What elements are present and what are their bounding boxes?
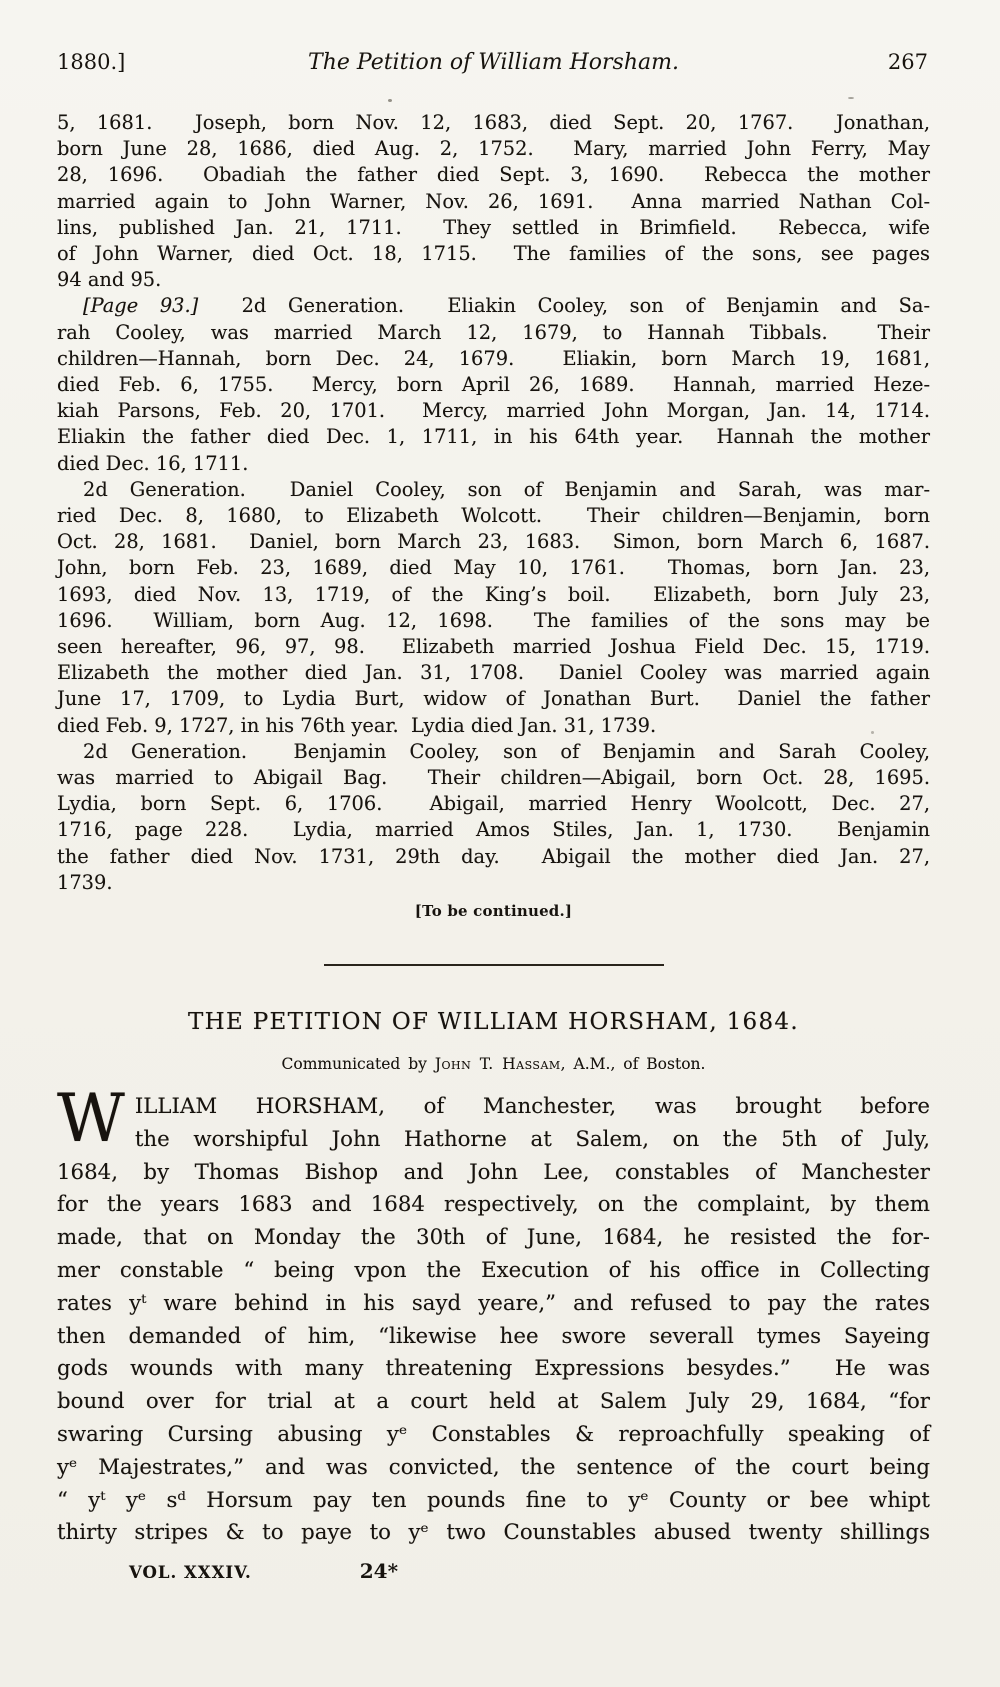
- text-line: died Feb. 6, 1755. Mercy, born April 26, 1689. Hannah, married Heze-: [57, 373, 930, 397]
- drop-cap: W: [57, 1080, 125, 1158]
- text-line: 5, 1681. Joseph, born Nov. 12, 1683, died Sept. 20, 1767. Jonathan,: [57, 111, 930, 134]
- text-line: was married to Abigail Bag. Their children—Abigail, born Oct. 28, 1695.: [57, 766, 930, 790]
- signature-mark: 24*: [359, 1559, 399, 1584]
- text-line: 1696. William, born Aug. 12, 1698. The families of the sons may be: [57, 608, 930, 632]
- text-line: Lydia, born Sept. 6, 1706. Abigail, married Henry Woolcott, Dec. 27,: [57, 792, 930, 816]
- byline-author-name: John T. Hassam: [434, 1055, 561, 1074]
- genealogy-article: [57, 110, 930, 896]
- text-line: Oct. 28, 1681. Daniel, born March 23, 1683. Simon, born March 6, 1687.: [57, 530, 930, 554]
- text-line: bound over for trial at a court held at Salem July 29, 1684, “for: [57, 1389, 930, 1415]
- text-line: 1739.: [57, 870, 113, 894]
- text-line: the worshipful John Hathorne at Salem, on the 5th of July,: [134, 1126, 930, 1152]
- text-line: “ yᵗ yᵉ sᵈ Horsum pay ten pounds fine to yᵉ County or bee whipt: [57, 1487, 930, 1513]
- text-line: for the years 1683 and 1684 respectively, on the complaint, by them: [57, 1192, 930, 1218]
- text-line: of John Warner, died Oct. 18, 1715. The families of the sons, see pages: [57, 242, 930, 266]
- text-line: June 17, 1709, to Lydia Burt, widow of Jonathan Burt. Daniel the father: [57, 687, 930, 711]
- text-line: rah Cooley, was married March 12, 1679, to Hannah Tibbals. Their: [57, 320, 930, 344]
- text-line: 1716, page 228. Lydia, married Amos Stiles, Jan. 1, 1730. Benjamin: [57, 818, 930, 842]
- byline: [57, 1054, 930, 1074]
- text-line: Elizabeth the mother died Jan. 31, 1708. Daniel Cooley was married again: [57, 661, 930, 685]
- scan-speckle: [388, 99, 392, 102]
- byline-suffix: , A.M., of Boston.: [560, 1055, 706, 1074]
- text-line: ried Dec. 8, 1680, to Elizabeth Wolcott. Their children—Benjamin, born: [57, 504, 930, 528]
- page-number: 267: [887, 50, 928, 74]
- text-line: gods wounds with many threatening Expressions besydes.” He was: [57, 1356, 930, 1382]
- scan-speckle: [871, 731, 874, 734]
- section-divider: [324, 964, 664, 966]
- header-year-label: 1880.]: [57, 50, 126, 74]
- text-line: born June 28, 1686, died Aug. 2, 1752. Mary, married John Ferry, May: [57, 137, 930, 161]
- text-line: yᵉ Majestrates,” and was convicted, the sentence of the court being: [57, 1454, 930, 1480]
- text-line: children—Hannah, born Dec. 24, 1679. Eliakin, born March 19, 1681,: [57, 346, 930, 370]
- text-line: died Feb. 9, 1727, in his 76th year. Lydia died Jan. 31, 1739.: [57, 713, 657, 737]
- petition-article: [57, 1080, 930, 1550]
- to-be-continued-note: [To be continued.]: [414, 902, 573, 921]
- running-title: The Petition of William Horsham.: [308, 50, 679, 75]
- text-line: then demanded of him, “likewise hee swore severall tymes Sayeing: [57, 1323, 930, 1349]
- scan-speckle: [848, 97, 854, 99]
- byline-prefix: Communicated by: [281, 1055, 435, 1074]
- text-line: rates yᵗ ware behind in his sayd yeare,” and refused to pay the rates: [57, 1290, 930, 1316]
- text-line: 2d Generation. Benjamin Cooley, son of Benjamin and Sarah Cooley,: [83, 739, 930, 763]
- text-line: mer constable “ being vpon the Execution of his office in Collecting: [57, 1258, 930, 1284]
- text-line-segment: 2d Generation. Eliakin Cooley, son of Benjamin and Sa-: [198, 294, 930, 318]
- text-line: the father died Nov. 1731, 29th day. Abigail the mother died Jan. 27,: [57, 844, 930, 868]
- text-line: 1693, died Nov. 13, 1719, of the King’s boil. Elizabeth, born July 23,: [57, 582, 930, 606]
- text-line: 28, 1696. Obadiah the father died Sept. 3, 1690. Rebecca the mother: [57, 163, 930, 187]
- text-line: swaring Cursing abusing yᵉ Constables & reproachfully speaking of: [57, 1422, 930, 1448]
- page-header: [57, 50, 930, 80]
- text-line: Eliakin the father died Dec. 1, 1711, in his 64th year. Hannah the mother: [57, 425, 930, 449]
- volume-label: VOL. XXXIV.: [129, 1563, 252, 1583]
- text-line: 94 and 95.: [57, 268, 162, 292]
- text-line: seen hereafter, 96, 97, 98. Elizabeth married Joshua Field Dec. 15, 1719.: [57, 635, 930, 659]
- text-line: kiah Parsons, Feb. 20, 1701. Mercy, married John Morgan, Jan. 14, 1714.: [57, 399, 930, 423]
- page-footer: [57, 1559, 930, 1585]
- text-line: John, born Feb. 23, 1689, died May 10, 1761. Thomas, born Jan. 23,: [57, 556, 930, 580]
- text-line: [57, 293, 930, 319]
- text-line: 2d Generation. Daniel Cooley, son of Benjamin and Sarah, was mar-: [83, 477, 930, 501]
- text-line-segment: ILLIAM HORSHAM, of Manchester, was brought before: [134, 1094, 930, 1120]
- text-line: married again to John Warner, Nov. 26, 1691. Anna married Nathan Col-: [57, 189, 930, 213]
- text-line: made, that on Monday the 30th of June, 1684, he resisted the for-: [57, 1225, 930, 1251]
- text-line: 1684, by Thomas Bishop and John Lee, constables of Manchester: [57, 1159, 930, 1185]
- text-line: lins, published Jan. 21, 1711. They settled in Brimfield. Rebecca, wife: [57, 215, 930, 239]
- page-ref-italic: [Page 93.]: [83, 294, 199, 318]
- text-line: died Dec. 16, 1711.: [57, 451, 249, 475]
- text-line: thirty stripes & to paye to yᵉ two Counstables abused twenty shillings: [57, 1520, 930, 1546]
- article-title: THE PETITION OF WILLIAM HORSHAM, 1684.: [188, 1009, 799, 1036]
